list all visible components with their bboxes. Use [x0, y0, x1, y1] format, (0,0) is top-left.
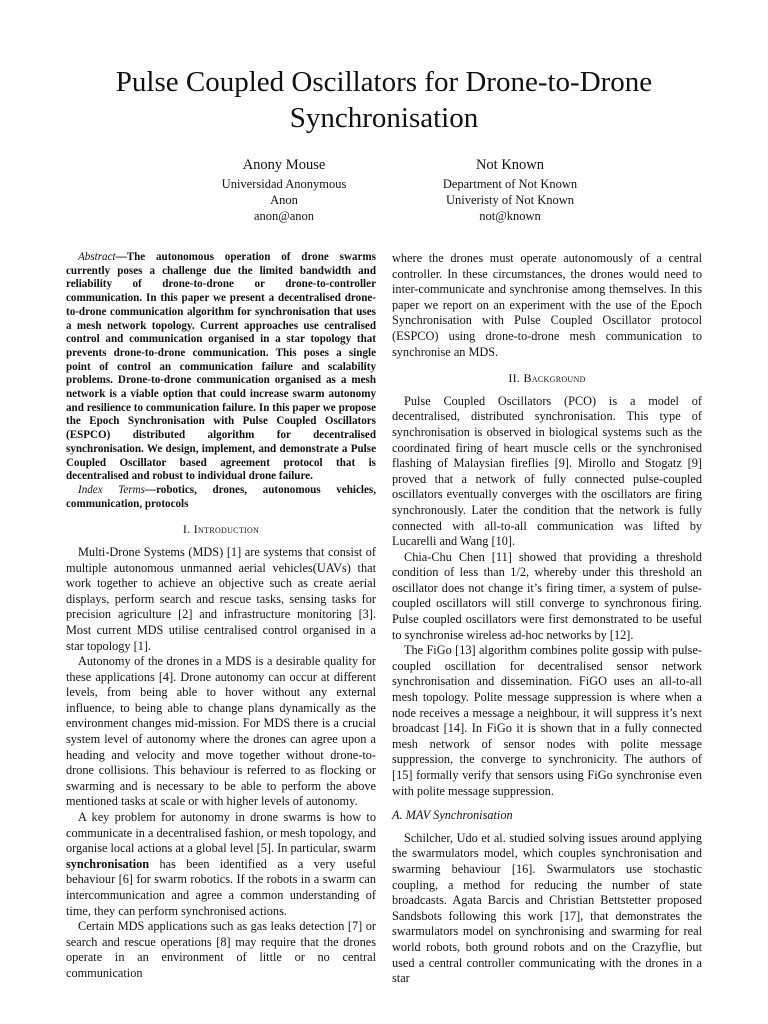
paragraph-text: A key problem for autonomy in drone swarms is how to communicate in a decentralised fashion, or mesh topology, and organise local actions at a global level [5]. In particular, swarm: [66, 810, 377, 856]
section-heading-introduction: I. Introduction: [182, 522, 260, 537]
left-column: [66, 251, 376, 982]
section-heading-background: II. Background: [508, 371, 586, 386]
author-affiliation: Department of Not Known: [442, 177, 578, 191]
paragraph: Chia-Chu Chen [11] showed that providing a threshold condition of less than 1/2, whereby under this threshold an oscillator does not change it’s firing timer, a system of pulse-coupled oscillators will still converge to synchronous firing. Pulse coupled oscillators were first demonstrated to be useful to synchronise wireless ad-hoc networks by [12].: [392, 549, 702, 642]
index-terms-label: Index Terms: [78, 483, 145, 496]
paragraph: Multi-Drone Systems (MDS) [1] are systems that consist of multiple autonomous unmanned aerial vehicles(UAVs) that work together to achieve an objective such as create aerial displays, perform search and rescue tasks, sensing tasks for precision agriculture [2] and infrastructure monitoring [3]. Most current MDS utilise centralised control organised in a star topology [1].: [66, 544, 376, 653]
author-email: not@known: [479, 209, 541, 223]
abstract-label: Abstract: [78, 251, 116, 263]
author-affiliation: Univeristy of Not Known: [445, 193, 575, 207]
abstract-text: —The autonomous operation of drone swarms currently poses a challenge due the limited bandwidth and reliability of drone-to-drone or drone-to-controller communication. In this paper we present a decentralised drone-to-drone communication algorithm for synchronisation that uses a mesh network topology. Current approaches use centralised control and communication organised in a star topology that prevents drone-to-drone communication. This poses a single point of control an communication failure and scalability problems. Drone-to-drone communication organised as a mesh network is a viable option that could increase swarm autonomy and resilience to communication failure. In this paper we propose the Epoch Synchronisation with Pulse Coupled Oscillators (ESPCO) distributed algorithm for decentralised synchronisation. We design, implement, and demonstrate a Pulse Coupled Oscillator based agreement protocol that is decentralised and robust to individual drone failure.: [66, 251, 376, 483]
emphasis-text: synchronisation: [66, 856, 150, 871]
author-block-2: [380, 156, 640, 224]
abstract: [66, 251, 376, 484]
author-name: Anony Mouse: [242, 157, 326, 173]
paragraph: [66, 810, 376, 919]
right-column: [392, 251, 702, 987]
paragraph: Autonomy of the drones in a MDS is a desirable quality for these applications [4]. Drone autonomy can occur at different levels, from being able to hover without any external influence, to being able to change plans dynamically as the environment changes mid-mission. For MDS there is a crucial system level of autonomy where the drones can agree upon a heading and velocity and move together without drone-to-drone collisions. This behaviour is referred to as flocking or swarming and is necessary to be able to perform the above mentioned tasks at scale or with higher levels of autonomy.: [66, 654, 376, 809]
author-block-1: [154, 156, 414, 224]
subsection-heading-mav: A. MAV Synchronisation: [392, 808, 513, 823]
paragraph: Pulse Coupled Oscillators (PCO) is a model of decentralised, distributed synchronisation. This type of synchronisation is observed in biological systems such as the coordinated firing of heart muscle cells or the synchronised flashing of Malaysian fireflies [9]. Mirollo and Stogatz [9] proved that a network of fully connected pulse-coupled oscillators eventually converges with the oscillators are firing synchronously. Later the condition that the network is fully connected with all-to-all communication was lifted by Lucarelli and Wang [10].: [392, 393, 702, 549]
paragraph: The FiGo [13] algorithm combines polite gossip with pulse-coupled oscillation for decentralised sensor network synchronisation and dissemination. FiGO uses an all-to-all mesh topology. Polite message suppression is where when a node receives a message a neighbour, it will suppress it’s next broadcast [14]. In FiGo it is shown that in a fully connected mesh network of sensor nodes with polite message suppression, the converge to synchronicity. The authors of [15] formally verify that sensors using FiGo synchronise even with polite message suppression.: [392, 643, 702, 798]
paragraph: where the drones must operate autonomously of a central controller. In these circumstances, the drones would need to inter-communicate and synchronise among themselves. In this paper we report on an experiment with the use of the Epoch Synchronisation with Pulse Coupled Oscillator protocol (ESPCO) using drone-to-drone mesh communication to synchronise an MDS.: [392, 251, 702, 359]
paper-title: Pulse Coupled Oscillators for Drone-to-Drone Synchronisation: [115, 66, 653, 134]
author-affiliation: Universidad Anonymous: [221, 177, 347, 191]
paragraph-text: has been identified as a very useful behaviour [6] for swarm robotics. If the robots in a swarm can intercommunication and agree a common understanding of time, they can perform synchronised actions.: [66, 856, 376, 918]
paragraph: Schilcher, Udo et al. studied solving issues around applying the swarmulators model, which couples synchronisation and swarming behaviour [16]. Swarmulators use stochastic coupling, a method for reducing the number of state broadcasts. Agata Barcis and Christian Bettstetter proposed Sandsbots following this work [17], that demonstrates the swarmulators model on synchronising and swarming for real world robots, both ground robots and on the Crazyflie, but used a central controller communicating with the drones in a star: [392, 830, 702, 986]
author-affiliation: Anon: [270, 193, 298, 207]
index-terms: [66, 484, 376, 511]
paragraph: Certain MDS applications such as gas leaks detection [7] or search and rescue operations [8] may require that the drones operate in an environment of little or no central communication: [66, 919, 376, 980]
author-name: Not Known: [475, 157, 545, 173]
index-terms-text: —robotics, drones, autonomous vehicles, communication, protocols: [66, 483, 376, 510]
author-email: anon@anon: [253, 209, 315, 223]
